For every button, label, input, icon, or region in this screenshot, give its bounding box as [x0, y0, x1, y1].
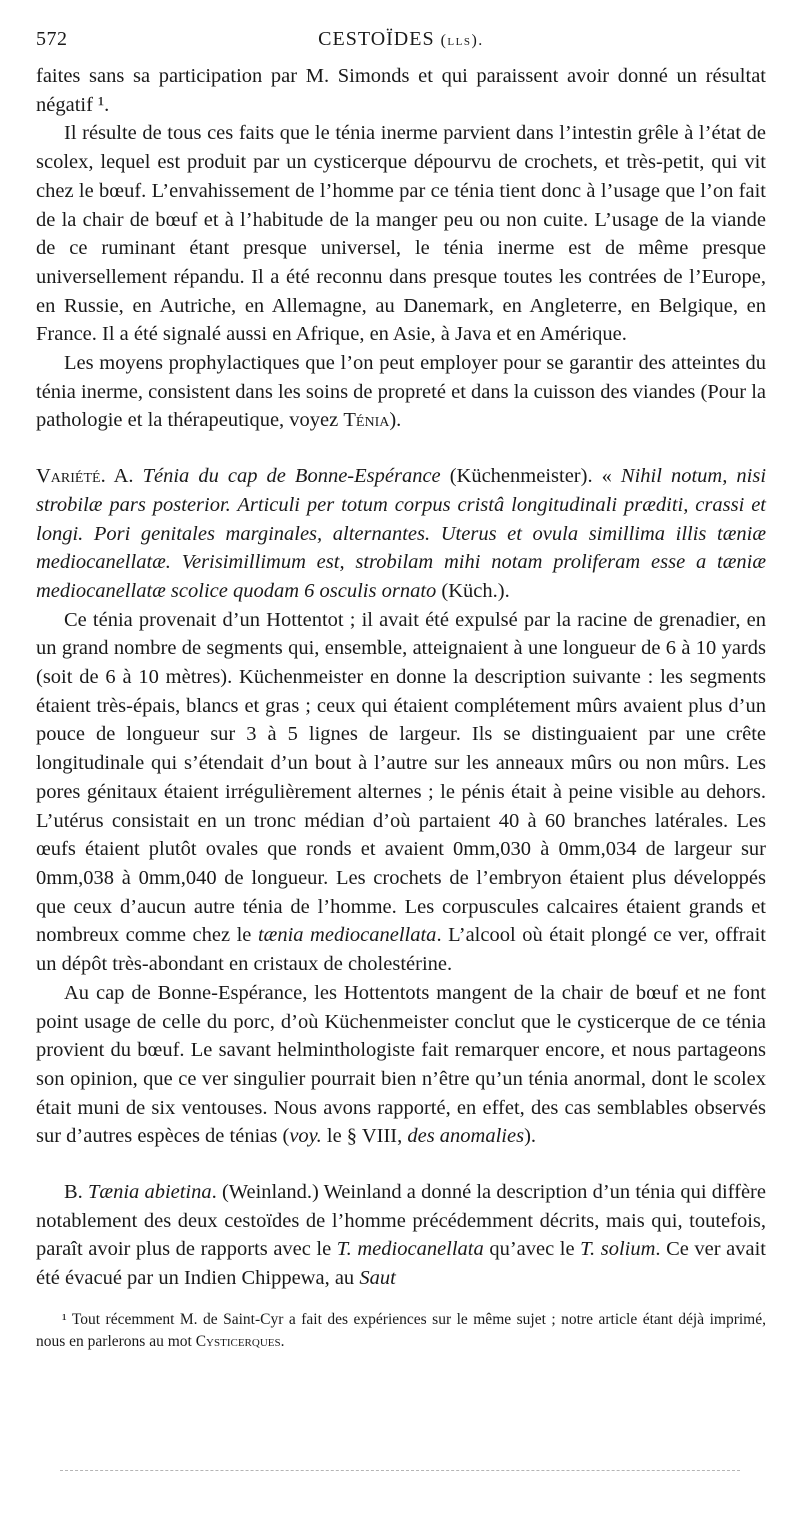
variety-b-saut: Saut	[359, 1267, 396, 1290]
hottentot-text-1: Ce ténia provenait d’un Hottentot ; il avait été expulsé par la racine de grenadier, en un grand nombre de segments qui, ensemble, atteignaient à une longueur de 6 à 10 yards (soit de 6 à 10 mètres). Küchenmeister en donne la description suivante : les segments étaient très-épais, blancs et gras ; ceux qui étaient complétement mûrs avaient plus d’un pouce de longueur sur 3 à 5 lignes de largeur. Ils se distinguaient par une crête longitudinale qui s’étendait d’un bout à l’autre sur les anneaux mûrs ou non mûrs. Les pores génitaux étaient irrégulièrement alternes ; le pénis était à peine visible au dehors. L’utérus consistait en un tronc médian d’où partaient 40 à 60 branches latérales. Les œufs étaient plutôt ovales que ronds et avaient 0mm,030 à 0mm,034 de largeur sur 0mm,038 à 0mm,040 de longueur. Les crochets de l’embryon étaient plus développés que ceux d’aucun autre ténia de l’homme. Les corpuscules calcaires étaient grands et nombreux comme chez le	[36, 608, 766, 947]
variety-label: Variété.	[36, 465, 106, 488]
variety-a-author: (Küchenmeister). «	[440, 465, 612, 488]
footnote-body: ¹ Tout récemment M. de Saint-Cyr a fait des expériences sur le même sujet ; notre article étant déjà imprimé, nous en parlerons au mot	[36, 1310, 766, 1350]
cape-end: ).	[524, 1125, 537, 1148]
variety-a-name: Ténia du cap de Bonne-Espérance	[142, 465, 441, 488]
footnote-gap	[36, 1293, 766, 1309]
cape-mid: le § VIII,	[321, 1125, 408, 1148]
hottentot-italic: tænia mediocanellata	[257, 924, 437, 947]
cape-text: Au cap de Bonne-Espérance, les Hottentots mangent de la chair de bœuf et ne font point usage de celle du porc, d’où Küchenmeister conclut que le cysticerque de ce ténia provient du bœuf. Le savant helminthologiste fait remarquer encore, et nous partageons son opinion, que ce ver singulier pourrait bien n’être qu’un ténia anormal, dont le scolex était muni de six ventouses. Nous avons rapporté, en effet, des cas semblables observés sur d’autres espèces de ténias (	[36, 981, 766, 1148]
variety-a-citation: (Küch.).	[436, 579, 510, 602]
variety-b-text-2: qu’avec le	[483, 1238, 581, 1261]
prophylaxis-end: ).	[389, 409, 402, 432]
paragraph-hottentot-description	[36, 606, 766, 979]
variety-b-name: Tænia abietina	[88, 1181, 212, 1204]
variety-b-text-1: Weinland a donné la description d’un ténia qui diffère notablement des deux cestoïdes de l’homme précédemment décrits, mais qui, toutefois, paraît avoir plus de rapports avec le	[36, 1181, 766, 1261]
page-number: 572	[36, 28, 68, 50]
variety-a-heading	[36, 462, 766, 606]
main-text	[36, 62, 766, 1353]
footnote-ref-cysticerques: Cysticerques	[195, 1332, 281, 1350]
hottentot-text-2: . L’alcool où était plongé ce ver, offrait un dépôt très-abondant en cristaux de cholestérine.	[36, 924, 766, 976]
paragraph-conclusion: Il résulte de tous ces faits que le ténia inerme parvient dans l’intestin grêle à l’état de scolex, lequel est produit par un cysticerque dépourvu de crochets, et très-petit, qui vit chez le bœuf. L’envahissement de l’homme par ce ténia tient donc à l’usage que l’on fait de la chair de bœuf et à l’habitude de la manger peu ou non cuite. L’usage de la viande de ce ruminant étant presque universel, le ténia inerme est de même presque universellement répandu. Il a été reconnu dans presque toutes les contrées de l’Europe, en Russie, en Autriche, en Allemagne, au Danemark, en Angleterre, en Belgique, en France. Il a été signalé aussi en Afrique, en Asie, à Java et en Amérique.	[36, 122, 766, 346]
bottom-bleed-line	[60, 1470, 740, 1471]
cross-reference-tenia: Ténia	[343, 409, 390, 432]
running-title	[36, 28, 766, 51]
variety-b-letter: B.	[64, 1181, 83, 1204]
section-gap	[36, 435, 766, 462]
cape-anomalies: des anomalies	[407, 1125, 525, 1148]
running-header	[36, 28, 766, 58]
running-title-suffix: (lls).	[440, 32, 484, 49]
footnote-end: .	[280, 1332, 285, 1350]
paragraph-prophylaxis	[36, 349, 766, 435]
footnote-text	[36, 1309, 766, 1353]
footnote	[36, 1309, 766, 1353]
prophylaxis-text: Les moyens prophylactiques que l’on peut employer pour se garantir des atteintes du ténia inerme, consistent dans les soins de propreté et dans la cuisson des viandes (Pour la pathologie et la thérapeutique, voyez	[36, 352, 766, 432]
variety-b-t-mediocanellata: T. mediocanellata	[336, 1238, 484, 1261]
section-gap	[36, 1151, 766, 1178]
variety-b-text-3: . Ce ver avait été évacué par un Indien Chippewa, au	[36, 1238, 767, 1290]
running-title-text: CESTOÏDES	[318, 28, 435, 50]
paragraph-cape-observations	[36, 979, 766, 1151]
variety-a-latin-description: Nihil notum, nisi strobilæ pars posterior. Articuli per totum corpus cristâ longitudinali præditi, crassi et longi. Pori genitales marginales, alternantes. Uterus et ovula simillima illis tæniæ mediocanellatæ. Verisimillimum est, strobilam mihi notam proliferam esse a tæniæ mediocanellatæ scolice quodam 6 osculis ornato	[36, 465, 767, 602]
variety-b-t-solium: T. solium	[580, 1238, 656, 1261]
variety-b-author: . (Weinland.)	[211, 1181, 324, 1204]
paragraph-continuation: faites sans sa participation par M. Simonds et qui paraissent avoir donné un résultat négatif ¹.	[36, 65, 766, 116]
cape-voy: voy.	[289, 1125, 322, 1148]
variety-b-paragraph	[36, 1178, 766, 1293]
variety-a-letter: A.	[113, 465, 134, 488]
